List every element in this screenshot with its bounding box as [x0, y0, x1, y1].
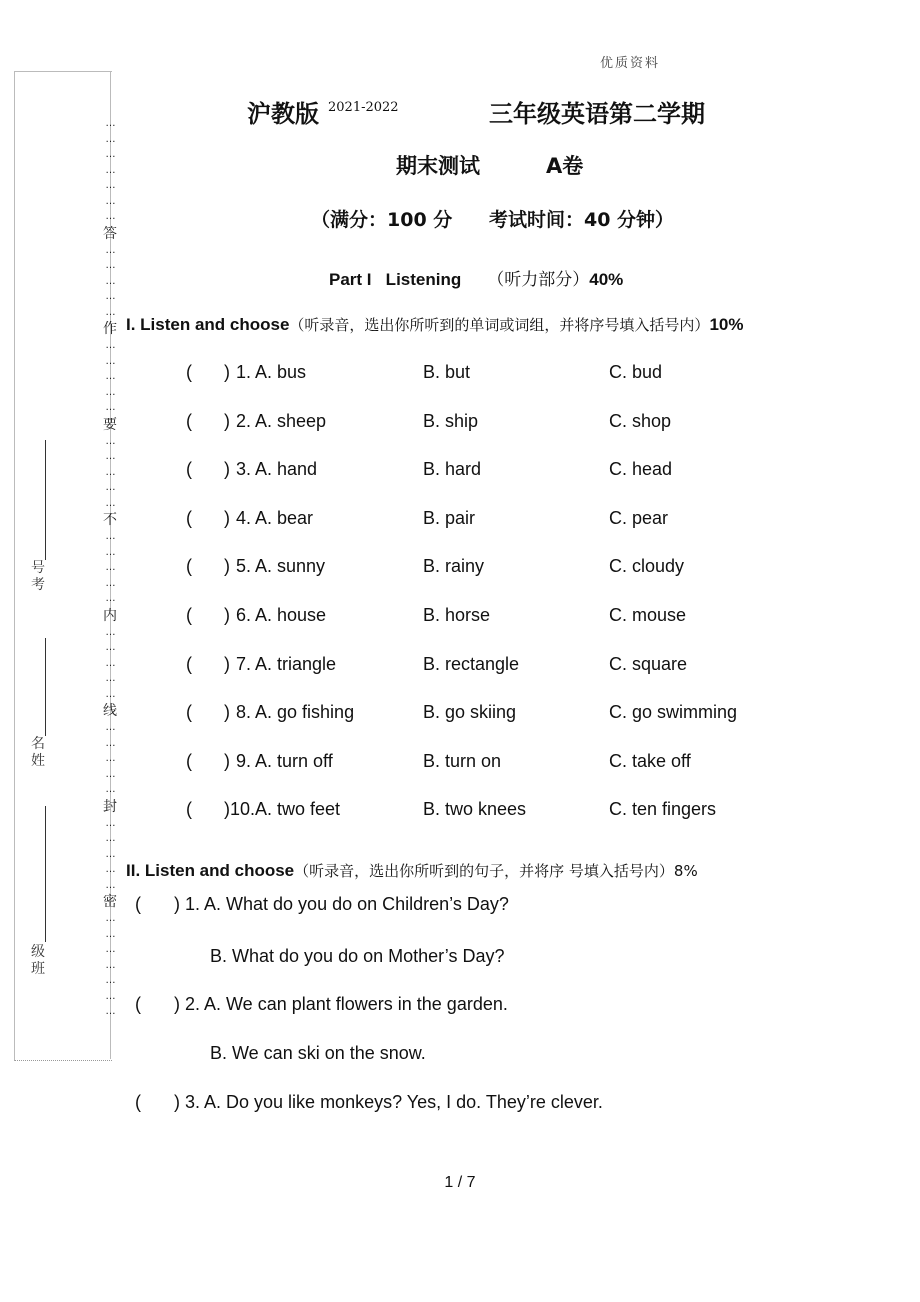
option-a: 8. A. go fishing — [236, 702, 355, 723]
option-c: C. head — [609, 459, 673, 480]
option-b: B. rectangle — [423, 653, 520, 674]
question-row — [0, 459, 920, 483]
question-row — [0, 654, 920, 678]
answer-blank-close: ) — [224, 750, 230, 771]
exam-name: 期末测试 — [396, 154, 480, 178]
option-b: B. ship — [423, 410, 479, 431]
option-c: C. shop — [609, 410, 672, 431]
section2-title: II. Listen and choose — [126, 861, 295, 880]
answer-blank-open[interactable]: ( — [186, 410, 192, 431]
class-line[interactable] — [45, 806, 46, 942]
option-c: C. mouse — [609, 605, 687, 625]
option-c: C. ten fingers — [609, 799, 717, 820]
s2-q1-b: B. What do you do on Mother’s Day? — [210, 946, 505, 966]
answer-blank-open[interactable]: ( — [186, 653, 192, 674]
student-name-label: 名姓 — [31, 736, 45, 769]
answer-blank-close: ) — [224, 507, 230, 528]
question-row — [0, 556, 920, 580]
section1-title: I. Listen and choose — [126, 315, 290, 334]
section1-instruction: （听录音，选出你所听到的单词或词组，并将序号填入括号内） — [289, 316, 710, 334]
option-b: B. but — [423, 362, 471, 382]
option-a: 7. A. triangle — [236, 653, 337, 674]
option-a: 2. A. sheep — [236, 410, 327, 431]
answer-blank-close: ) — [224, 410, 230, 431]
section1-heading — [126, 314, 743, 335]
question-row — [0, 799, 920, 823]
answer-blank-open[interactable]: ( — [186, 799, 192, 820]
answer-blank-close: ) — [224, 605, 230, 625]
part1-cn: （听力部分） — [487, 270, 590, 290]
option-b: B. horse — [423, 605, 491, 625]
answer-blank-close: ) — [224, 653, 230, 674]
seal-dots: … … … … … — [105, 244, 115, 318]
answer-blank-close: )10.A. two feet — [224, 799, 341, 820]
seal-char: 线 — [103, 703, 117, 719]
option-b: B. rainy — [423, 556, 485, 577]
option-c: C. square — [609, 653, 688, 674]
seal-char: 密 — [103, 894, 117, 910]
exam-duration: 考试时间：40 分钟） — [489, 209, 675, 231]
option-c: C. take off — [609, 750, 691, 771]
full-score: （满分：100 分 — [311, 209, 453, 231]
seal-dots: … … … … … — [105, 531, 115, 604]
s2-q2-open[interactable]: ( — [135, 994, 141, 1014]
option-c: C. go swimming — [609, 702, 738, 723]
page-number: 1 / 7 — [444, 1174, 476, 1191]
seal-char: 内 — [103, 607, 117, 624]
question-row — [0, 751, 920, 775]
school-year: 2021-2022 — [328, 100, 399, 115]
option-c: C. cloudy — [609, 556, 685, 577]
answer-blank-open[interactable]: ( — [186, 702, 192, 723]
option-a: 9. A. turn off — [236, 750, 333, 771]
seal-char: 答 — [103, 225, 117, 242]
option-c: C. bud — [609, 362, 663, 382]
option-b: B. turn on — [423, 750, 502, 771]
part1-label: Part I Listening — [329, 270, 462, 289]
answer-blank-open[interactable]: ( — [186, 605, 192, 625]
answer-blank-open[interactable]: ( — [186, 750, 192, 771]
seal-char: 封 — [103, 798, 117, 815]
seal-char: 不 — [103, 512, 117, 528]
seal-line — [104, 116, 116, 1046]
seal-dots: … … … … … — [105, 435, 115, 509]
s2-q2-a: ) 2. A. We can plant flowers in the garden. — [174, 994, 508, 1014]
answer-blank-open[interactable]: ( — [186, 556, 192, 577]
grade-subject-title: 三年级英语第二学期 — [489, 100, 705, 128]
header-note: 优质资料 — [600, 56, 661, 71]
student-id-line[interactable] — [45, 440, 46, 560]
option-b: B. hard — [423, 459, 482, 480]
s2-q2-b: B. We can ski on the snow. — [210, 1043, 426, 1063]
part1-percent: 40% — [589, 270, 624, 289]
part1-heading — [329, 265, 623, 290]
option-a: 3. A. hand — [236, 459, 318, 480]
s2-q3-open[interactable]: ( — [135, 1092, 141, 1112]
option-b: B. pair — [423, 507, 476, 528]
seal-dots: … … … … … — [105, 340, 115, 413]
seal-dots: … … … … … — [105, 626, 115, 700]
option-a: 6. A. house — [236, 605, 327, 625]
class-label: 级班 — [31, 944, 45, 977]
option-b: B. go skiing — [423, 702, 517, 723]
question-row — [0, 508, 920, 532]
section2-heading — [126, 860, 698, 881]
question-row — [0, 362, 920, 386]
student-id-label: 号考 — [31, 560, 45, 593]
seal-char: 作 — [103, 321, 117, 337]
section1-percent: 10% — [709, 315, 744, 334]
s2-q1-a: ) 1. A. What do you do on Children’s Day? — [174, 894, 509, 914]
answer-blank-close: ) — [224, 459, 230, 480]
section2-instruction: （听录音，选出你所听到的句子，并将序 号填入括号内）8% — [294, 862, 698, 880]
seal-dots: … … … … … … … — [105, 118, 115, 222]
option-a: 5. A. sunny — [236, 556, 326, 577]
seal-dots: … … … … … — [105, 817, 115, 891]
question-row — [0, 702, 920, 726]
paper-version: A卷 — [546, 154, 584, 178]
answer-blank-close: ) — [224, 362, 230, 382]
publisher-title: 沪教版 — [247, 100, 319, 128]
answer-blank-close: ) — [224, 556, 230, 577]
seal-char: 要 — [103, 416, 117, 433]
seal-dots: … … … … … — [105, 722, 115, 795]
question-row — [0, 605, 920, 629]
seal-dots: … … … … … … … — [105, 913, 115, 1017]
answer-blank-close: ) — [224, 702, 230, 723]
s2-q1-open[interactable]: ( — [135, 894, 141, 914]
question-row — [0, 411, 920, 435]
s2-q3-a: ) 3. A. Do you like monkeys? Yes, I do. They’re clever. — [174, 1092, 603, 1112]
option-b: B. two knees — [423, 799, 527, 820]
answer-blank-open[interactable]: ( — [186, 507, 192, 528]
option-a: 4. A. bear — [236, 507, 314, 528]
answer-blank-open[interactable]: ( — [186, 459, 192, 480]
option-c: C. pear — [609, 507, 669, 528]
answer-blank-open[interactable]: ( — [186, 362, 192, 382]
option-a: 1. A. bus — [236, 362, 307, 382]
